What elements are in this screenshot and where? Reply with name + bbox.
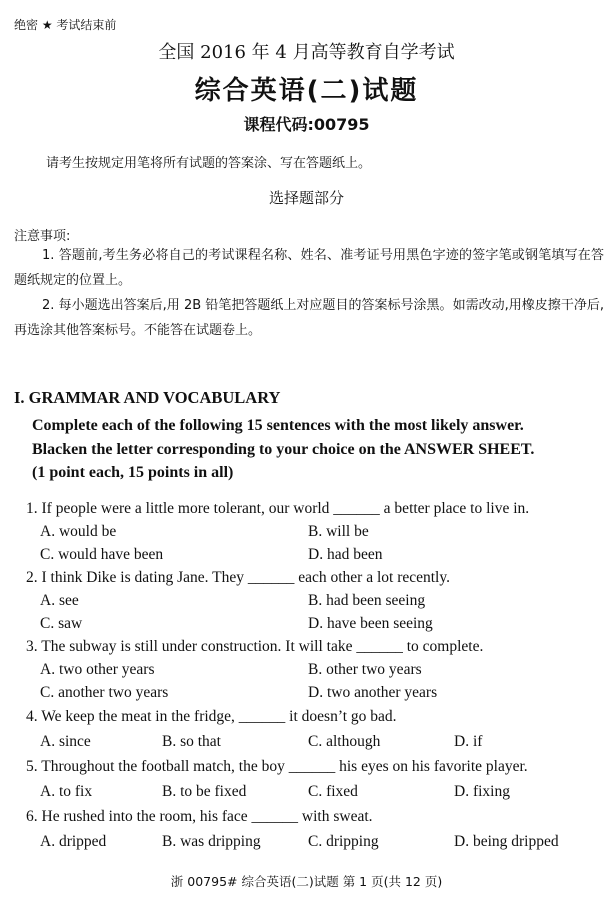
question-3-stem: 3. The subway is still under construction. It will take ______ to complete. [26, 638, 484, 655]
section-title: 选择题部分 [268, 189, 344, 207]
answer-instruction: 请考生按规定用笔将所有试题的答案涂、写在答题纸上。 [46, 156, 372, 171]
question-6-option-a: A. dripped [40, 833, 107, 850]
question-6-option-b: B. was dripping [162, 833, 261, 850]
question-3-option-c: C. another two years [40, 684, 169, 701]
question-3-option-d: D. two another years [308, 684, 438, 701]
question-5-option-d: D. fixing [454, 783, 510, 800]
confidential-label: 绝密 ★ 考试结束前 [14, 18, 117, 32]
question-4-option-c: C. although [308, 733, 381, 750]
question-2-option-c: C. saw [40, 615, 83, 632]
question-1-option-d: D. had been [308, 546, 383, 563]
page-footer: 浙 00795# 综合英语(二)试题 第 1 页(共 12 页) [170, 874, 443, 889]
question-5-stem: 5. Throughout the football match, the boy ______ his eyes on his favorite player. [26, 758, 528, 775]
course-code: 课程代码:00795 [243, 115, 370, 134]
question-6-option-c: C. dripping [308, 833, 379, 850]
directions-line-3: (1 point each, 15 points in all) [32, 464, 234, 481]
question-1-option-b: B. will be [308, 523, 369, 540]
notice-item-1: 1. 答题前,考生务必将自己的考试课程名称、姓名、准考证号用黑色字迹的签字笔或钢笔填写在答题纸规定的位置上。 [14, 248, 604, 288]
part-directions [32, 414, 534, 485]
notice-title: 注意事项: [14, 229, 71, 244]
question-2-option-b: B. had been seeing [308, 592, 426, 609]
question-6-option-d: D. being dripped [454, 833, 559, 850]
notice-item-2: 2. 每小题选出答案后,用 2B 铅笔把答题纸上对应题目的答案标号涂黑。如需改动,用橡皮擦干净后,再选涂其他答案标号。不能答在试题卷上。 [14, 298, 604, 338]
question-4-option-a: A. since [40, 733, 91, 750]
question-3-option-a: A. two other years [40, 661, 155, 678]
directions-line-2: Blacken the letter corresponding to your choice on the ANSWER SHEET. [32, 440, 535, 458]
question-3-option-b: B. other two years [308, 661, 422, 678]
question-5-option-c: C. fixed [308, 783, 358, 800]
part-heading: I. GRAMMAR AND VOCABULARY [14, 388, 281, 407]
question-4-stem: 4. We keep the meat in the fridge, ______ it doesn’t go bad. [26, 708, 397, 725]
question-6-stem: 6. He rushed into the room, his face ______ with sweat. [26, 808, 373, 825]
question-2-option-d: D. have been seeing [308, 615, 433, 632]
question-5-option-a: A. to fix [40, 783, 93, 800]
question-4-option-d: D. if [454, 733, 483, 750]
question-1-option-c: C. would have been [40, 546, 164, 563]
question-2-stem: 2. I think Dike is dating Jane. They ______ each other a lot recently. [26, 569, 450, 586]
question-1-stem: 1. If people were a little more tolerant, our world ______ a better place to live in. [26, 500, 530, 517]
subject-title: 综合英语(二)试题 [194, 76, 419, 106]
question-1-option-a: A. would be [40, 523, 117, 540]
question-2-option-a: A. see [40, 592, 79, 609]
question-4-option-b: B. so that [162, 733, 221, 750]
directions-line-1: Complete each of the following 15 sentences with the most likely answer. [32, 417, 524, 434]
exam-title: 全国 2016 年 4 月高等教育自学考试 [158, 42, 455, 63]
question-5-option-b: B. to be fixed [162, 783, 247, 800]
